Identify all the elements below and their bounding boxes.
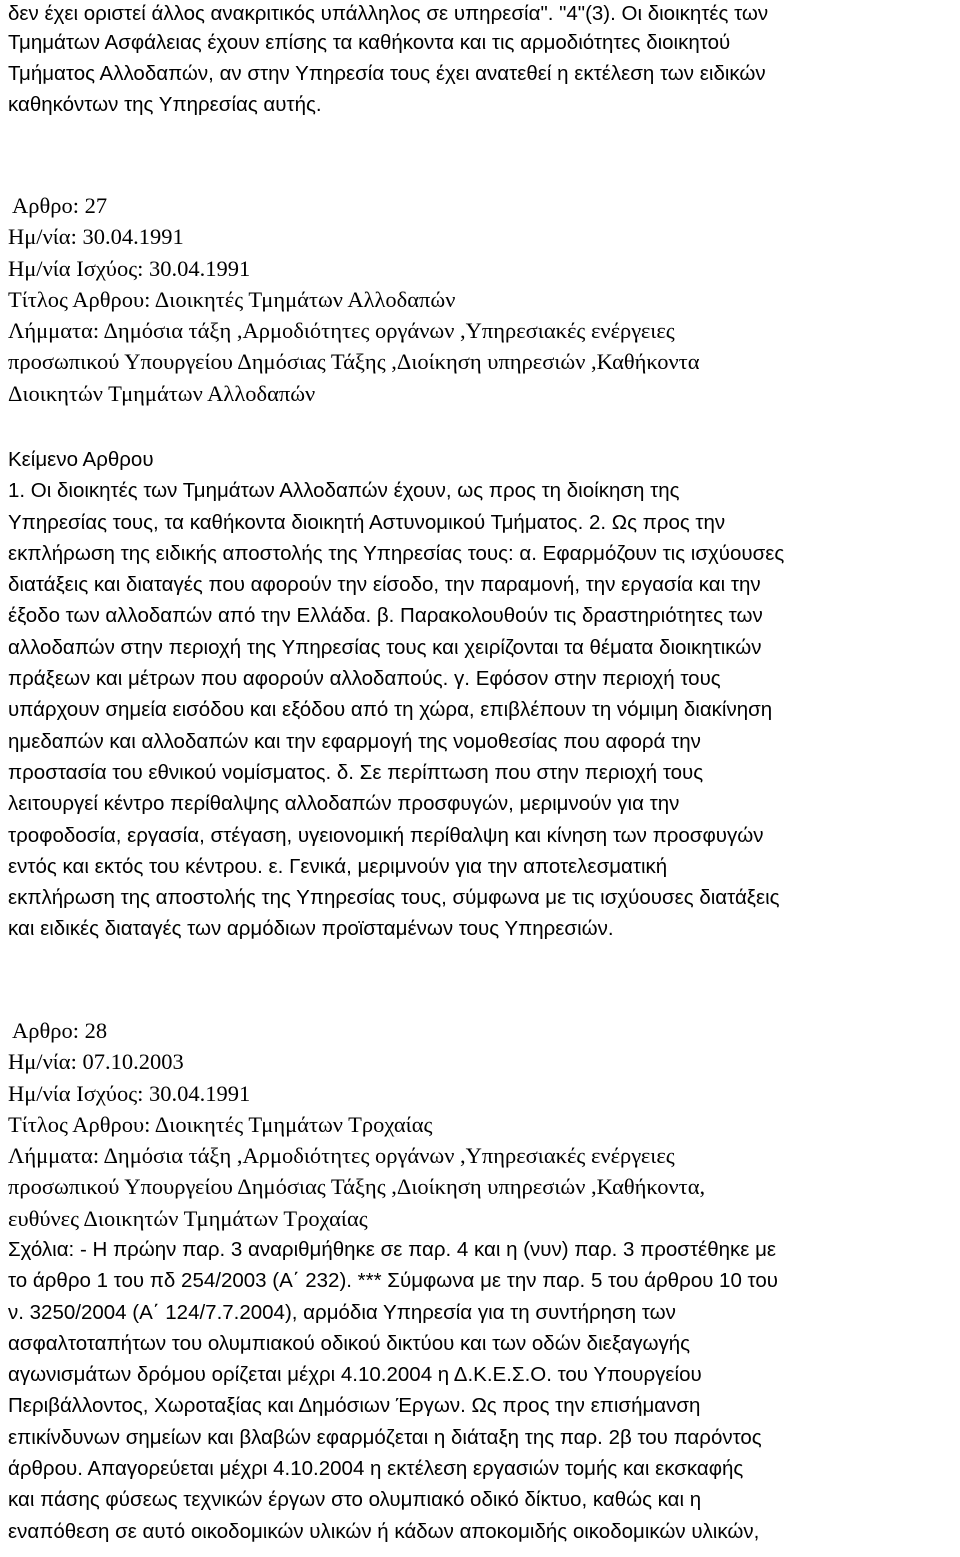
article-date: Ημ/νία: 07.10.2003 xyxy=(8,1049,184,1075)
article-lemmata-line: Διοικητών Τμημάτων Αλλοδαπών xyxy=(8,380,316,406)
text-line: υπάρχουν σημεία εισόδου και εξόδου από τη χώρα, επιβλέπουν τη νόμιμη διακίνηση xyxy=(8,698,773,722)
text-line: εντός και εκτός του κέντρου. ε. Γενικά, μεριμνούν για την αποτελεσματική xyxy=(8,854,668,878)
comment-line: ασφαλτοταπήτων του ολυμπιακού οδικού δικτύου και των οδών διεξαγωγής xyxy=(8,1331,691,1355)
article-effective-date: Ημ/νία Ισχύος: 30.04.1991 xyxy=(8,1080,251,1106)
comment-line: εναπόθεση σε αυτό οικοδομικών υλικών ή κάδων αποκομιδής οικοδομικών υλικών, xyxy=(8,1519,760,1543)
text-line: Τμημάτων Ασφάλειας έχουν επίσης τα καθήκοντα και τις αρμοδιότητες διοικητού xyxy=(8,31,731,54)
article-lemmata-line: ευθύνες Διοικητών Τμημάτων Τροχαίας xyxy=(8,1205,368,1231)
text-line: λειτουργεί κέντρο περίθαλψης αλλοδαπών προσφυγών, μεριμνούν για την xyxy=(8,792,680,816)
article-date: Ημ/νία: 30.04.1991 xyxy=(8,224,184,250)
article-lemmata-line: προσωπικού Υπουργείου Δημόσιας Τάξης ,Διοίκηση υπηρεσιών ,Καθήκοντα xyxy=(8,349,700,375)
comment-line: άρθρου. Απαγορεύεται μέχρι 4.10.2004 η εκτέλεση εργασιών τομής και εκσκαφής xyxy=(8,1457,744,1481)
article-28-comments xyxy=(8,1234,778,1547)
article-title: Τίτλος Αρθρου: Διοικητές Τμημάτων Αλλοδαπών xyxy=(8,286,456,312)
comment-line: αγωνισμάτων δρόμου ορίζεται μέχρι 4.10.2004 η Δ.Κ.Ε.Σ.Ο. του Υπουργείου xyxy=(8,1363,702,1387)
text-line: τροφοδοσία, εργασία, στέγαση, υγειονομική περίθαλψη και κίνηση των προσφυγών xyxy=(8,823,764,847)
text-line: και ειδικές διαταγές των αρμόδιων προϊσταμένων τους Υπηρεσιών. xyxy=(8,917,614,941)
article-title: Τίτλος Αρθρου: Διοικητές Τμημάτων Τροχαίας xyxy=(8,1111,433,1137)
text-line: αλλοδαπών στην περιοχή της Υπηρεσίας τους και χειρίζονται τα θέματα διοικητικών xyxy=(8,635,762,659)
text-line: εκπλήρωση της ειδικής αποστολής της Υπηρεσίας τους: α. Εφαρμόζουν τις ισχύουσες xyxy=(8,541,785,565)
article-number: Αρθρο: 28 xyxy=(12,1018,108,1043)
article-lemmata-line: προσωπικού Υπουργείου Δημόσιας Τάξης ,Διοίκηση υπηρεσιών ,Καθήκοντα, xyxy=(8,1174,706,1200)
article-lemmata-line: Λήμματα: Δημόσια τάξη ,Αρμοδιότητες οργάνων ,Υπηρεσιακές ενέργειες xyxy=(8,318,675,344)
text-heading: Κείμενο Αρθρου xyxy=(8,448,154,471)
text-line: καθηκόντων της Υπηρεσίας αυτής. xyxy=(8,92,322,116)
text-line: 1. Οι διοικητές των Τμημάτων Αλλοδαπών έχουν, ως προς τη διοίκηση της xyxy=(8,479,680,503)
text-line: έξοδο των αλλοδαπών από την Ελλάδα. β. Παρακολουθούν τις δραστηριότητες των xyxy=(8,604,763,628)
text-line: εκπλήρωση της αποστολής της Υπηρεσίας τους, σύμφωνα με τις ισχύουσες διατάξεις xyxy=(8,886,780,910)
comment-line: επικίνδυνων σημείων και βλαβών εφαρμόζεται η διάταξη της παρ. 2β του παρόντος xyxy=(8,1425,762,1449)
text-line: δεν έχει οριστεί άλλος ανακριτικός υπάλληλος σε υπηρεσία". "4"(3). Οι διοικητές των xyxy=(8,2,769,25)
article-28 xyxy=(8,1015,705,1234)
text-line: Τμήματος Αλλοδαπών, αν στην Υπηρεσία τους έχει ανατεθεί η εκτέλεση των ειδικών xyxy=(8,61,766,85)
comment-line: και πάσης φύσεως τεχνικών έργων στο ολυμπιακό οδικό δίκτυο, καθώς και η xyxy=(8,1488,702,1512)
text-line: διατάξεις και διαταγές που αφορούν την είσοδο, την παραμονή, την εργασία και την xyxy=(8,573,761,597)
text-line: προστασία του εθνικού νομίσματος. δ. Σε περίπτωση που στην περιοχή τους xyxy=(8,760,704,784)
article-effective-date: Ημ/νία Ισχύος: 30.04.1991 xyxy=(8,255,251,281)
comment-line: Περιβάλλοντος, Χωροταξίας και Δημόσιων Έργων. Ως προς την επισήμανση xyxy=(8,1394,701,1418)
comment-line: ν. 3250/2004 (Α΄ 124/7.7.2004), αρμόδια Υπηρεσία για τη συντήρηση των xyxy=(8,1300,676,1324)
article-27 xyxy=(8,190,700,409)
article-number: Αρθρο: 27 xyxy=(12,193,108,218)
comment-line: Σχόλια: - Η πρώην παρ. 3 αναριθμήθηκε σε παρ. 4 και η (νυν) παρ. 3 προστέθηκε με xyxy=(8,1238,777,1261)
text-line: πράξεων και μέτρων που αφορούν αλλοδαπούς. γ. Εφόσον στην περιοχή τους xyxy=(8,667,721,691)
intro-paragraph xyxy=(8,0,768,120)
text-line: Υπηρεσίας τους, τα καθήκοντα διοικητή Αστυνομικού Τμήματος. 2. Ως προς την xyxy=(8,510,726,534)
article-27-text xyxy=(8,444,784,945)
article-lemmata-line: Λήμματα: Δημόσια τάξη ,Αρμοδιότητες οργάνων ,Υπηρεσιακές ενέργειες xyxy=(8,1143,675,1169)
comment-line: το άρθρο 1 του πδ 254/2003 (Α΄ 232). *** Σύμφωνα με την παρ. 5 του άρθρου 10 του xyxy=(8,1269,778,1293)
text-line: ημεδαπών και αλλοδαπών και την εφαρμογή της νομοθεσίας που αφορά την xyxy=(8,729,701,753)
